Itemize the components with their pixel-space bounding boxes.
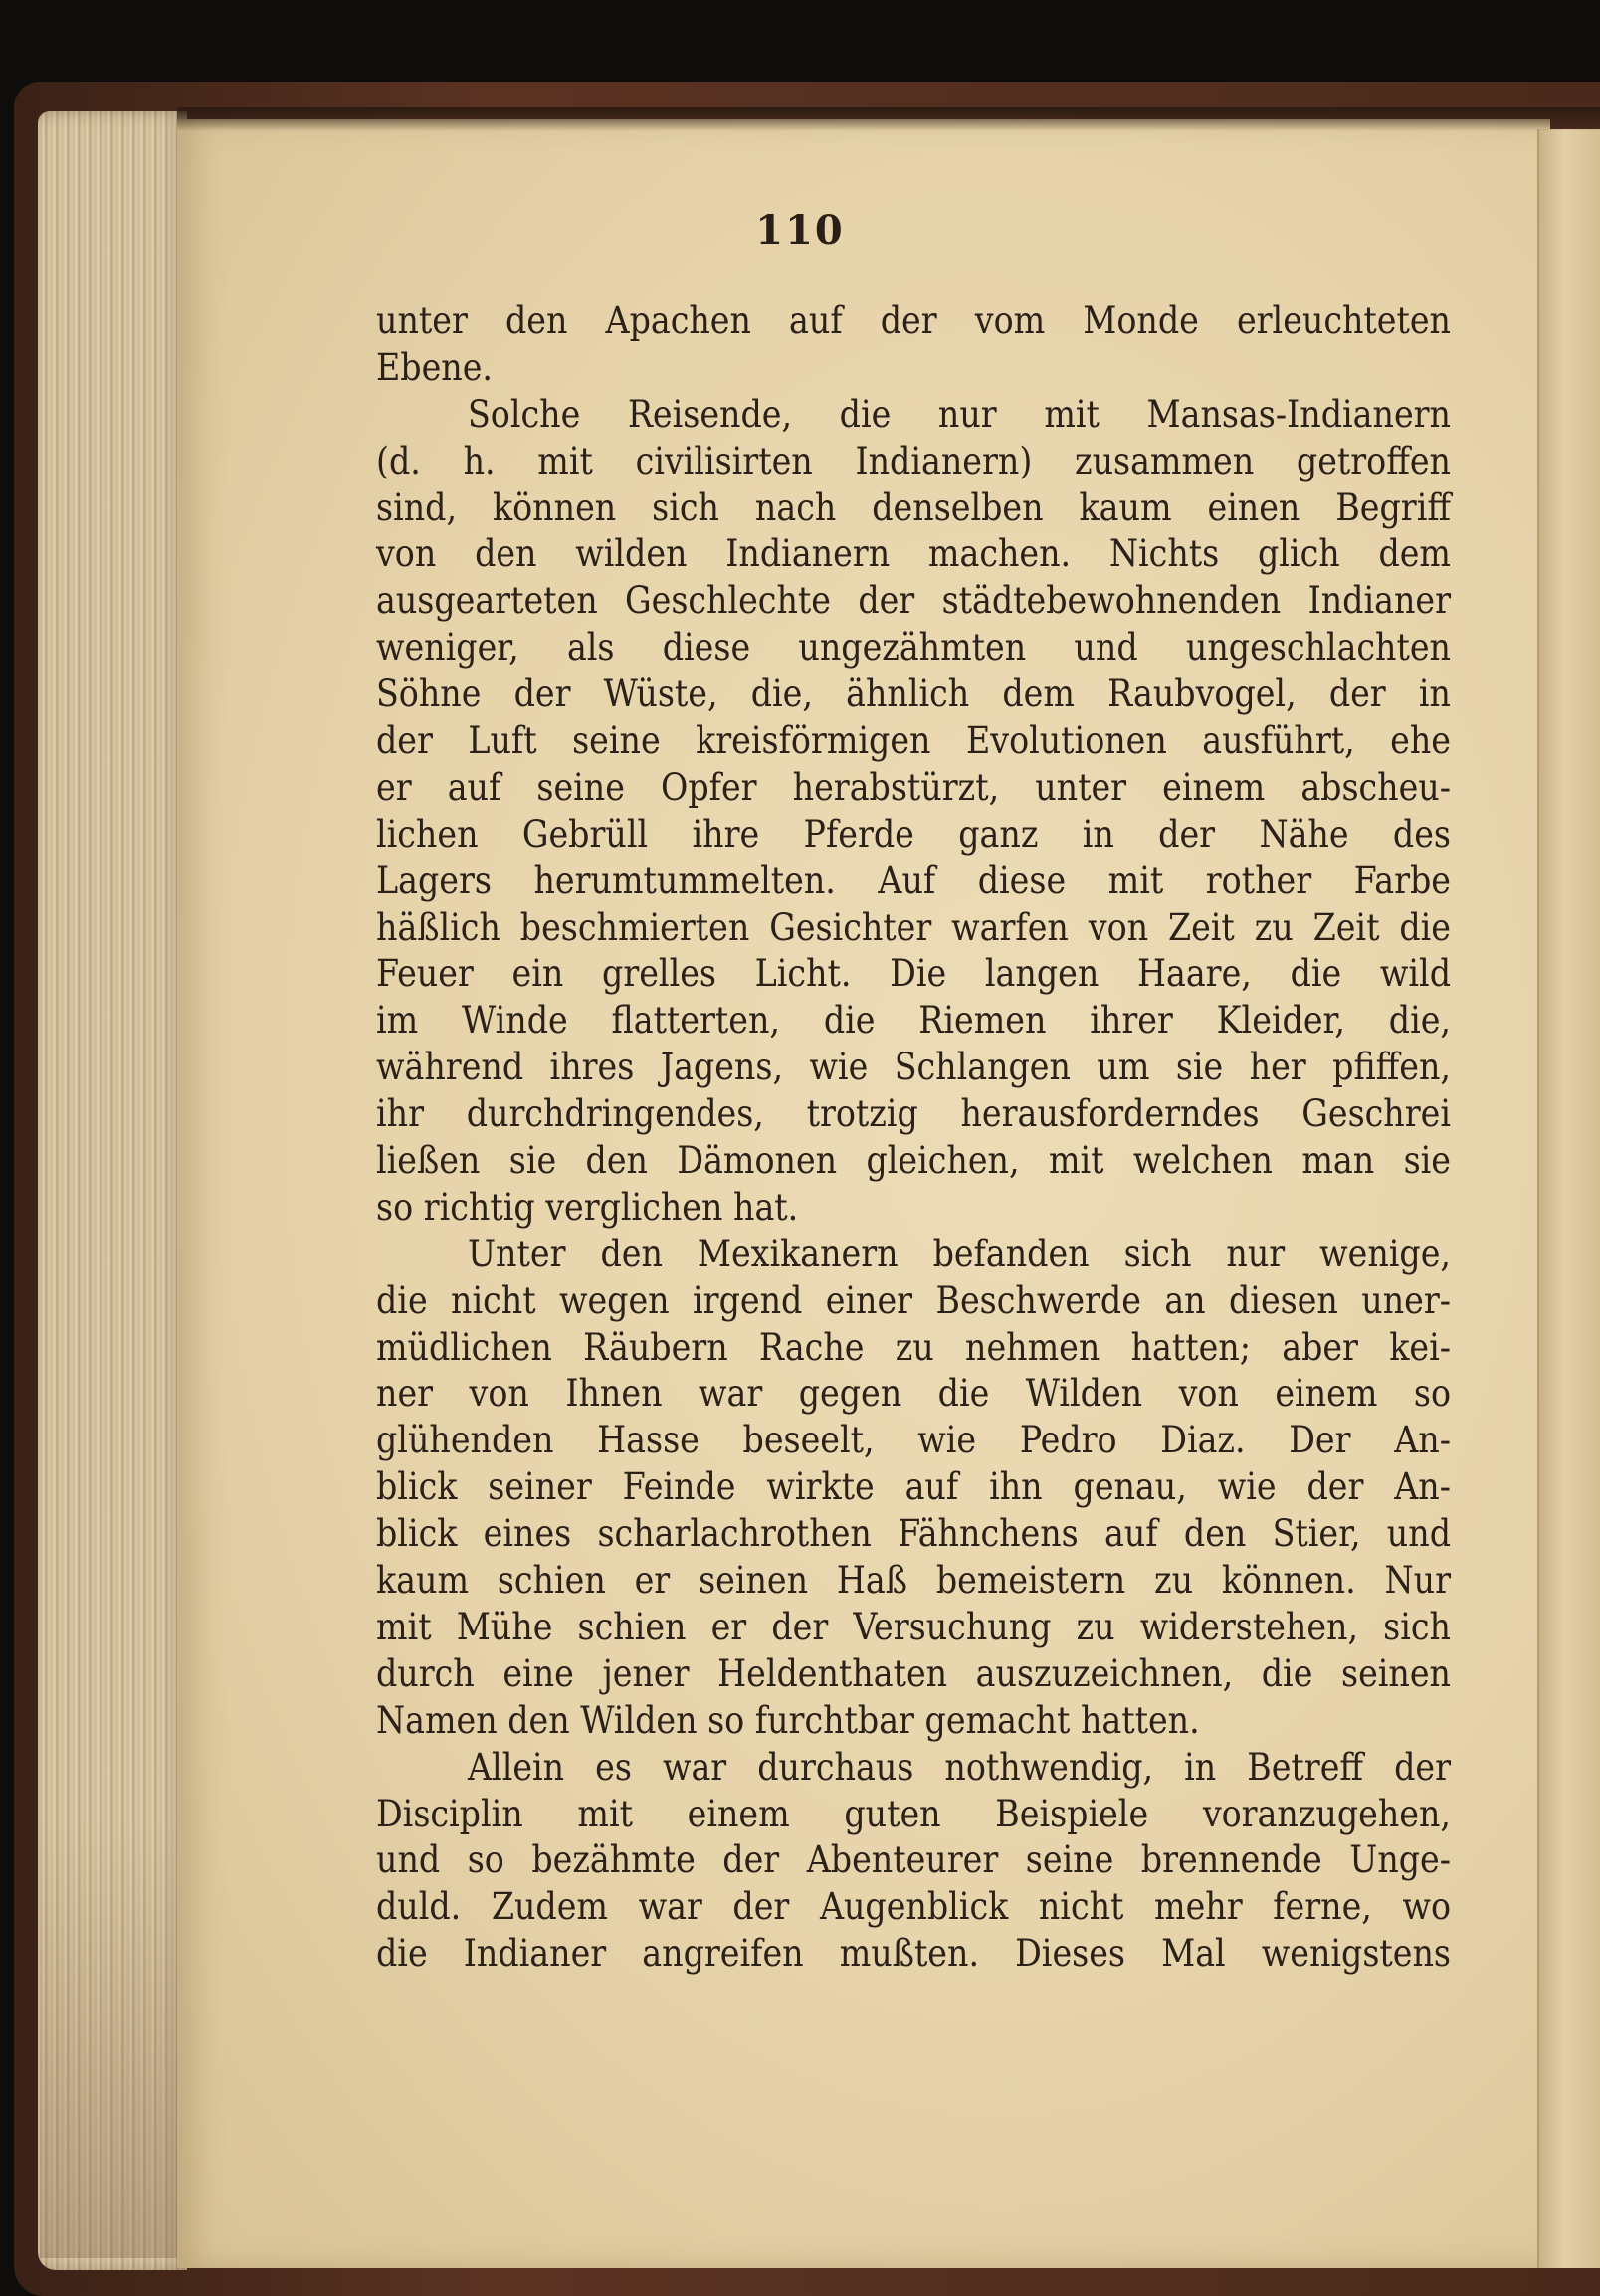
text-line: kaum schien er seinen Haß bemeistern zu können. Nur bbox=[376, 1559, 1451, 1603]
text-line: häßlich beschmierten Gesichter warfen von Zeit zu Zeit die bbox=[376, 905, 1451, 949]
text-line: so richtig verglichen hat. bbox=[376, 1185, 799, 1229]
text-line: lichen Gebrüll ihre Pferde ganz in der Nähe des bbox=[376, 812, 1451, 856]
text-line: Feuer ein grelles Licht. Die langen Haare, die wild bbox=[376, 952, 1451, 996]
text-line: ner von Ihnen war gegen die Wilden von einem so bbox=[376, 1372, 1451, 1416]
text-line: Unter den Mexikanern befanden sich nur wenige, bbox=[468, 1232, 1451, 1275]
body-text bbox=[376, 298, 1451, 1978]
text-line: blick seiner Feinde wirkte auf ihn genau, wie der An- bbox=[376, 1465, 1451, 1509]
text-line: und so bezähmte der Abenteurer seine brennende Unge- bbox=[376, 1838, 1451, 1882]
text-line: Solche Reisende, die nur mit Mansas-Indianern bbox=[468, 392, 1451, 436]
text-line: duld. Zudem war der Augenblick nicht mehr ferne, wo bbox=[376, 1885, 1451, 1929]
text-line: Ebene. bbox=[376, 345, 493, 389]
text-line: Namen den Wilden so furchtbar gemacht hatten. bbox=[376, 1698, 1200, 1742]
text-line: glühenden Hasse beseelt, wie Pedro Diaz. Der An- bbox=[376, 1419, 1451, 1462]
text-line: blick eines scharlachrothen Fähnchens auf den Stier, und bbox=[376, 1512, 1451, 1556]
text-line: mit Mühe schien er der Versuchung zu widerstehen, sich bbox=[376, 1605, 1451, 1648]
text-line: ihr durchdringendes, trotzig herausforderndes Geschrei bbox=[376, 1092, 1451, 1136]
text-line: ließen sie den Dämonen gleichen, mit welchen man sie bbox=[376, 1139, 1451, 1183]
text-line: ausgearteten Geschlechte der städtebewohnenden Indianer bbox=[376, 579, 1451, 623]
text-line: Lagers herumtummelten. Auf diese mit rother Farbe bbox=[376, 859, 1451, 902]
text-line: der Luft seine kreisförmigen Evolutionen ausführt, ehe bbox=[376, 719, 1451, 763]
text-line: Allein es war durchaus nothwendig, in Betreff der bbox=[468, 1745, 1451, 1789]
text-line: durch eine jener Heldenthaten auszuzeichnen, die seinen bbox=[376, 1651, 1451, 1695]
text-line: Disciplin mit einem guten Beispiele voranzugehen, bbox=[376, 1792, 1451, 1835]
text-line: (d. h. mit civilisirten Indianern) zusammen getroffen bbox=[376, 439, 1451, 482]
text-line: die nicht wegen irgend einer Beschwerde an diesen uner- bbox=[376, 1278, 1451, 1322]
page-number: 110 bbox=[755, 207, 845, 254]
text-line: müdlichen Räubern Rache zu nehmen hatten; aber kei- bbox=[376, 1325, 1451, 1369]
text-line: im Winde flatterten, die Riemen ihrer Kleider, die, bbox=[376, 999, 1451, 1043]
text-line: weniger, als diese ungezähmten und ungeschlachten bbox=[376, 626, 1451, 670]
top-shadow bbox=[177, 107, 1600, 131]
next-page-edge bbox=[1537, 129, 1600, 2268]
page-edges-shadow bbox=[40, 1820, 179, 2258]
text-line: unter den Apachen auf der vom Monde erleuchteten bbox=[376, 299, 1451, 342]
text-line: Söhne der Wüste, die, ähnlich dem Raubvogel, der in bbox=[376, 672, 1451, 716]
text-line: von den wilden Indianern machen. Nichts glich dem bbox=[376, 532, 1451, 576]
text-line: während ihres Jagens, wie Schlangen um sie her pfiffen, bbox=[376, 1046, 1451, 1089]
text-line: sind, können sich nach denselben kaum einen Begriff bbox=[376, 485, 1451, 529]
text-line: die Indianer angreifen mußten. Dieses Mal wenigstens bbox=[376, 1932, 1451, 1976]
text-line: er auf seine Opfer herabstürzt, unter einem abscheu- bbox=[376, 765, 1451, 809]
